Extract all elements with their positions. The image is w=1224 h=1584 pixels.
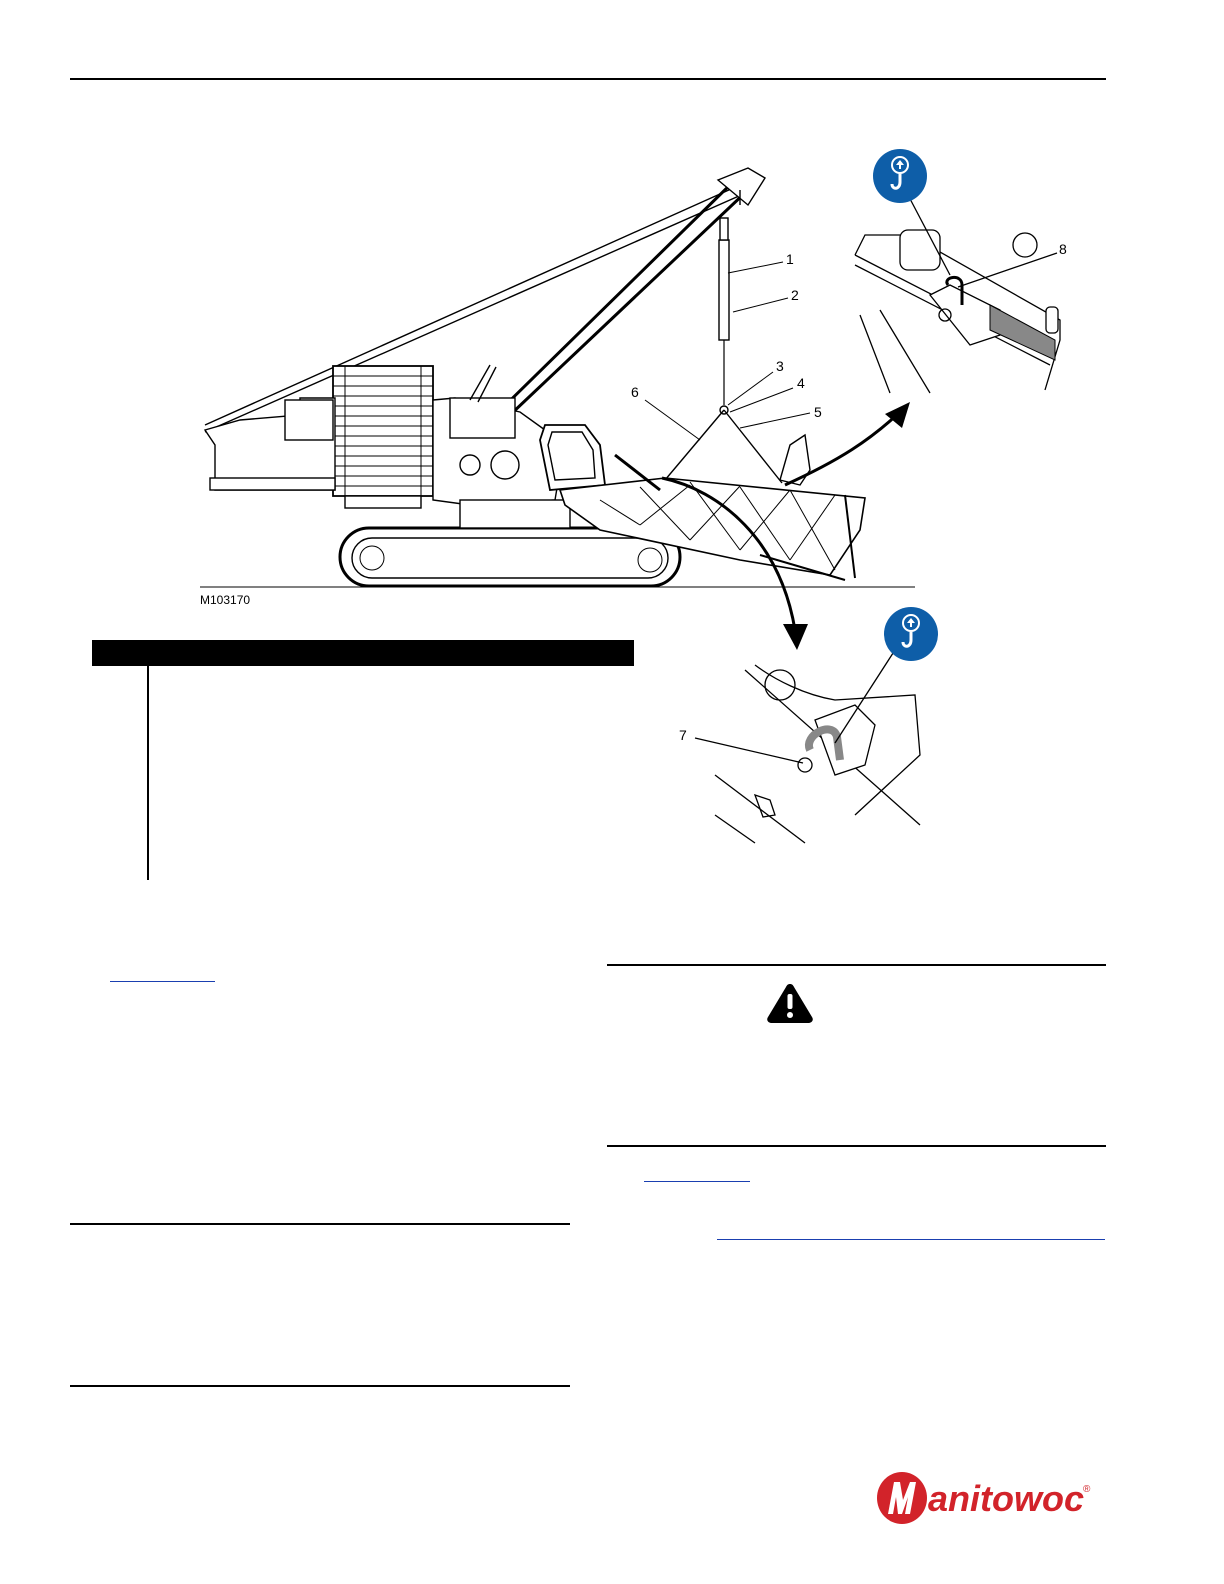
callout-4: 4 xyxy=(797,375,805,391)
cross-reference-link[interactable] xyxy=(717,1239,1105,1240)
section-rule-left-top xyxy=(70,1223,570,1225)
detail-view-lower xyxy=(715,665,925,845)
callout-1: 1 xyxy=(786,251,794,267)
warning-triangle-icon xyxy=(765,982,815,1024)
legend-table-divider xyxy=(147,666,149,880)
callout-5: 5 xyxy=(814,404,822,420)
section-rule-left-bottom xyxy=(70,1385,570,1387)
callout-7: 7 xyxy=(679,727,687,743)
lifting-hook-icon xyxy=(872,148,928,204)
lifting-hook-icon xyxy=(883,606,939,662)
detail-view-upper xyxy=(850,215,1070,395)
callout-6: 6 xyxy=(631,384,639,400)
cross-reference-link[interactable] xyxy=(110,981,215,982)
warning-rule-bottom xyxy=(607,1145,1106,1147)
callout-2: 2 xyxy=(791,287,799,303)
callout-8: 8 xyxy=(1059,241,1067,257)
callout-3: 3 xyxy=(776,358,784,374)
figure-id-label: M103170 xyxy=(200,593,251,607)
cross-reference-link[interactable] xyxy=(644,1181,750,1182)
registered-mark: ® xyxy=(1083,1484,1091,1495)
legend-table-header xyxy=(92,640,634,666)
manitowoc-logo xyxy=(876,1470,1096,1526)
logo-wordmark: anitowoc xyxy=(928,1478,1085,1519)
warning-rule-top xyxy=(607,964,1106,966)
